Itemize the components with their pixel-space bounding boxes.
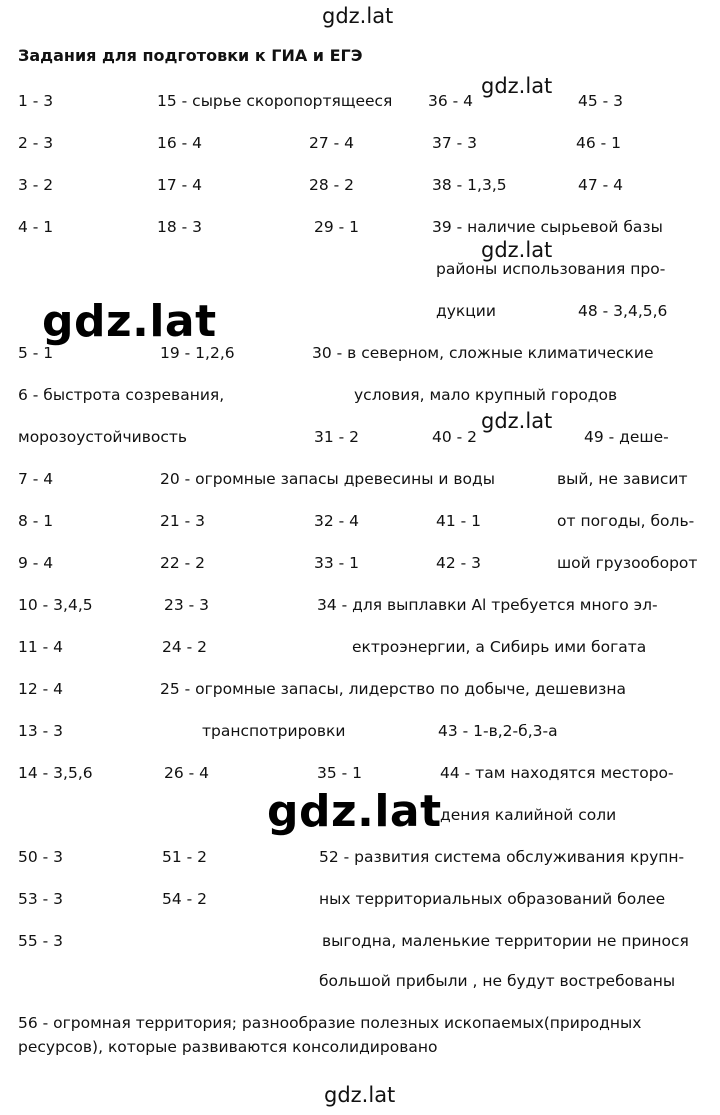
answer-item: 28 - 2 (309, 176, 355, 194)
answer-item: 51 - 2 (162, 848, 208, 866)
answer-item: 23 - 3 (164, 596, 210, 614)
watermark-large: gdz.lat (42, 296, 217, 347)
answer-item: 41 - 1 (436, 512, 482, 530)
answer-item: 20 - огромные запасы древесины и воды (160, 470, 495, 488)
answer-item: морозоустойчивость (18, 428, 188, 446)
answer-item: 43 - 1-в,2-б,3-а (438, 722, 558, 740)
answer-item: 1 - 3 (18, 92, 54, 110)
watermark-large: gdz.lat (267, 786, 442, 837)
answer-item: 5 - 1 (18, 344, 54, 362)
answer-item: 46 - 1 (576, 134, 622, 152)
answer-item: 13 - 3 (18, 722, 64, 740)
answer-item: 54 - 2 (162, 890, 208, 908)
answer-paragraph: 56 - огромная территория; разнообразие полезных ископаемых(природных ресурсов), которые развиваются консолидировано (18, 1014, 642, 1056)
answer-item: 38 - 1,3,5 (432, 176, 507, 194)
answer-item: 14 - 3,5,6 (18, 764, 93, 782)
answer-item: районы использования про- (436, 260, 666, 278)
watermark-bottom: gdz.lat (324, 1083, 396, 1107)
answer-item: 19 - 1,2,6 (160, 344, 235, 362)
watermark: gdz.lat (481, 409, 553, 433)
answer-item: большой прибыли , не будут востребованы (319, 972, 676, 990)
answer-item: дукции (436, 302, 496, 320)
answer-item: транспотрировки (202, 722, 346, 740)
watermark-top: gdz.lat (322, 4, 394, 28)
answer-item: 39 - наличие сырьевой базы (432, 218, 663, 236)
answer-item: 44 - там находятся месторо- (440, 764, 674, 782)
answer-item: 35 - 1 (317, 764, 363, 782)
answer-item: 49 - деше- (584, 428, 669, 446)
answer-item: 33 - 1 (314, 554, 360, 572)
answer-item: 26 - 4 (164, 764, 210, 782)
answer-item: 32 - 4 (314, 512, 360, 530)
answer-item: 11 - 4 (18, 638, 64, 656)
answer-item: 47 - 4 (578, 176, 624, 194)
answer-item: выгодна, маленькие территории не принося (322, 932, 689, 950)
answer-item: 10 - 3,4,5 (18, 596, 93, 614)
answer-item: 34 - для выплавки Al требуется много эл- (317, 596, 658, 614)
answer-item: 18 - 3 (157, 218, 203, 236)
answer-item: 27 - 4 (309, 134, 355, 152)
answer-item: 3 - 2 (18, 176, 54, 194)
answer-item: шой грузооборот (557, 554, 698, 572)
answer-item: 52 - развития система обслуживания крупн- (319, 848, 685, 866)
answer-item: 48 - 3,4,5,6 (578, 302, 668, 320)
answer-item: 50 - 3 (18, 848, 64, 866)
watermark: gdz.lat (481, 74, 553, 98)
answer-item: ектроэнергии, а Сибирь ими богата (352, 638, 647, 656)
answer-item: 24 - 2 (162, 638, 208, 656)
answer-item: 16 - 4 (157, 134, 203, 152)
answer-item: дения калийной соли (440, 806, 617, 824)
answer-item: 40 - 2 (432, 428, 478, 446)
answer-item: 6 - быстрота созревания, (18, 386, 225, 404)
answer-item: 22 - 2 (160, 554, 206, 572)
answer-item: вый, не зависит (557, 470, 688, 488)
answer-item: 31 - 2 (314, 428, 360, 446)
answer-item: 30 - в северном, сложные климатические (312, 344, 654, 362)
answer-item: 8 - 1 (18, 512, 54, 530)
answer-item: 7 - 4 (18, 470, 54, 488)
answer-item: 37 - 3 (432, 134, 478, 152)
answer-item: 15 - сырье скоропортящееся (157, 92, 393, 110)
answer-item: 45 - 3 (578, 92, 624, 110)
answer-item: 55 - 3 (18, 932, 64, 950)
answer-item: ных территориальных образований более (319, 890, 666, 908)
answer-item: условия, мало крупный городов (354, 386, 618, 404)
answer-item: 21 - 3 (160, 512, 206, 530)
watermark: gdz.lat (481, 238, 553, 262)
answer-item: от погоды, боль- (557, 512, 695, 530)
answer-item: 17 - 4 (157, 176, 203, 194)
answer-item: 25 - огромные запасы, лидерство по добыче, дешевизна (160, 680, 626, 698)
page-title: Задания для подготовки к ГИА и ЕГЭ (18, 46, 363, 65)
answer-item: 2 - 3 (18, 134, 54, 152)
answer-item: 42 - 3 (436, 554, 482, 572)
answer-item: 12 - 4 (18, 680, 64, 698)
answer-item: 36 - 4 (428, 92, 474, 110)
answer-item: 4 - 1 (18, 218, 54, 236)
answer-item: 29 - 1 (314, 218, 360, 236)
answer-item: 53 - 3 (18, 890, 64, 908)
answer-item: 9 - 4 (18, 554, 54, 572)
